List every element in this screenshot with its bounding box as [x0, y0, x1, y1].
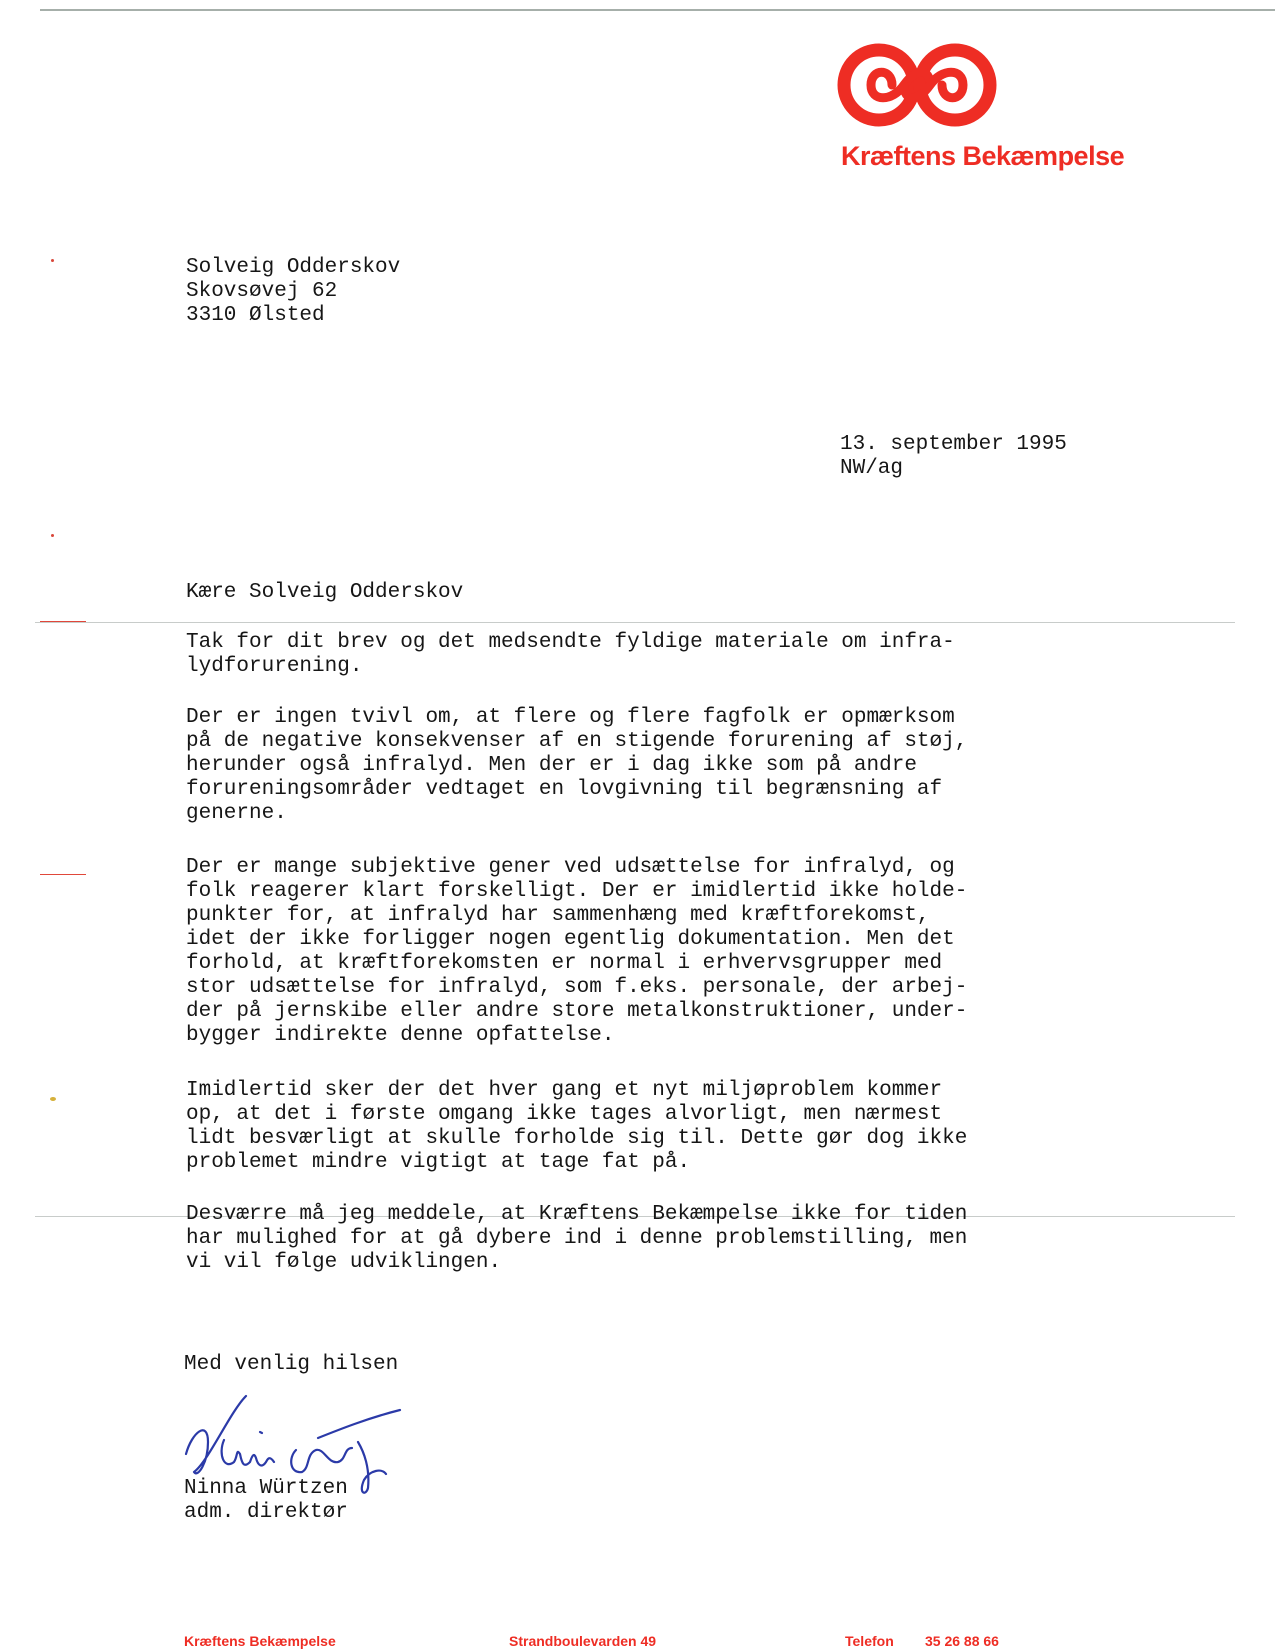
signer-name: Ninna Würtzen — [184, 1477, 348, 1500]
recipient-name: Solveig Odderskov — [186, 256, 401, 279]
recipient-address — [186, 256, 400, 328]
body-paragraph: Der er mange subjektive gener ved udsættelse for infralyd, og folk reagerer klart forskelligt. Der er imidlertid ikke holde- punkter for, at infralyd har sammenhæng med kræftforekomst, idet der ikke forligger nogen egentlig dokumentation. Men det forhold, at kræftforekomsten er normal i erhvervsgrupper med stor udsættelse for infralyd, som f.eks. personale, der arbej- der på jernskibe eller andre store metalkonstruktioner, under- bygger indirekte denne opfattelse. — [186, 856, 968, 1047]
body-paragraph: Desværre må jeg meddele, at Kræftens Bekæmpelse ikke for tiden har mulighed for at gå dybere ind i denne problemstilling, men vi vil følge udviklingen. — [186, 1203, 968, 1274]
letter-date: 13. september 1995 — [840, 433, 1067, 456]
recipient-city: 3310 Ølsted — [186, 304, 325, 327]
letter-reference: NW/ag — [840, 457, 904, 480]
fold-line-upper — [35, 622, 1235, 623]
margin-mark — [40, 874, 86, 875]
signer-title: adm. direktør — [184, 1501, 348, 1524]
footer-phone-label: Telefon — [845, 1633, 894, 1649]
scan-edge-line — [40, 9, 1275, 11]
letterhead-organization: Kræftens Bekæmpelse — [841, 141, 1125, 171]
paper-speck — [50, 1097, 56, 1101]
body-paragraph: Der er ingen tvivl om, at flere og flere fagfolk er opmærksom på de negative konsekvenser af en stigende forurening af støj, herunder også infralyd. Men der er i dag ikke som på andre forureningsområder vedtaget en lovgivning til begrænsning af generne. — [186, 706, 968, 825]
footer-phone: 35 26 88 66 — [925, 1633, 999, 1649]
kraeftens-bekaempelse-logo-icon — [836, 42, 998, 128]
margin-mark — [40, 621, 86, 622]
closing: Med venlig hilsen — [184, 1353, 399, 1376]
footer-organization: Kræftens Bekæmpelse — [184, 1633, 336, 1649]
margin-dot — [51, 259, 54, 262]
signer-block — [184, 1477, 348, 1525]
recipient-street: Skovsøvej 62 — [186, 280, 338, 303]
salutation: Kære Solveig Odderskov — [186, 581, 464, 604]
margin-dot — [51, 534, 54, 537]
footer-address: Strandboulevarden 49 — [509, 1633, 657, 1649]
body-paragraph: Tak for dit brev og det medsendte fyldige materiale om infra- lydforurening. — [186, 631, 955, 678]
body-paragraph: Imidlertid sker der det hver gang et nyt miljøproblem kommer op, at det i første omgang ikke tages alvorligt, men nærmest lidt besværligt at skulle forholde sig til. Dette gør dog ikke problemet mindre vigtigt at tage fat på. — [186, 1079, 968, 1174]
date-reference-block — [840, 433, 1067, 481]
